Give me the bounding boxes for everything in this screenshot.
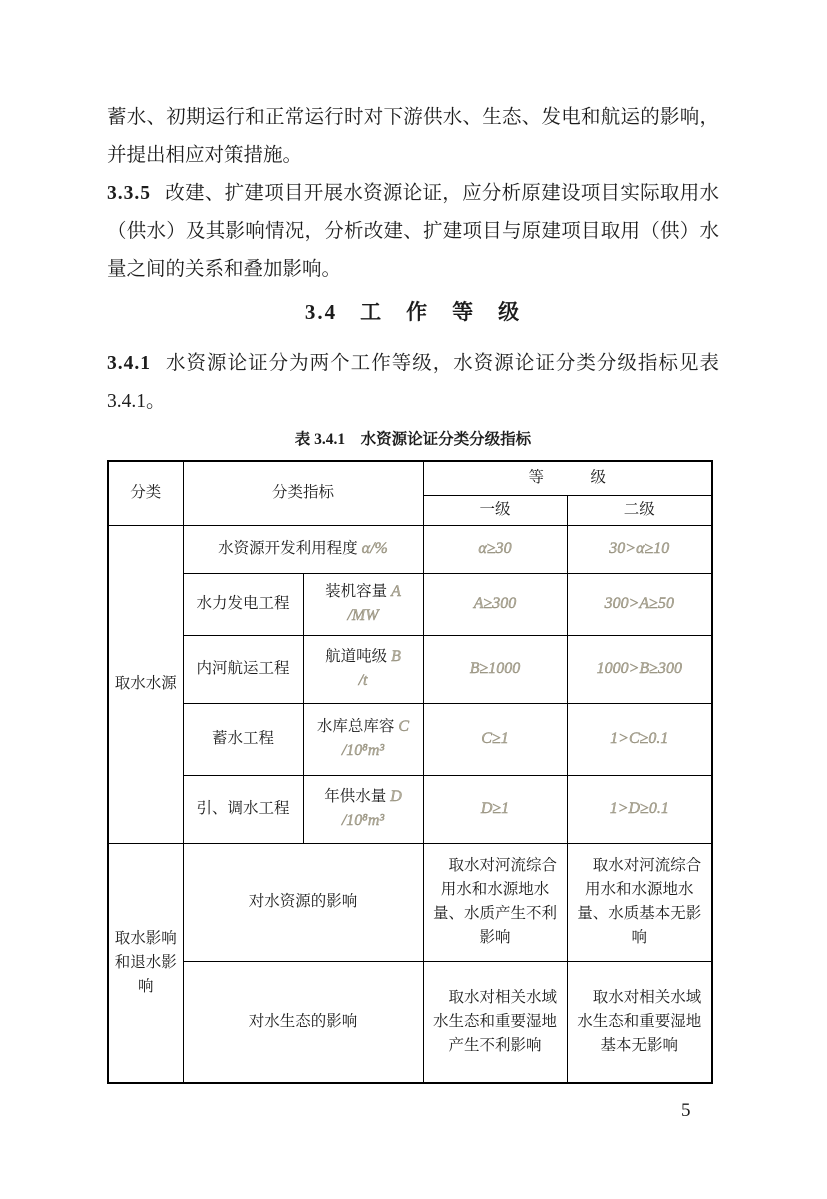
indicator-label: 对水生态的影响 (183, 961, 423, 1083)
grade1-description: 取水对河流综合用水和水源地水量、水质产生不利影响 (423, 843, 567, 961)
grade2-value: 1>D≥0.1 (567, 775, 712, 843)
indicator-cell (183, 525, 423, 573)
grade2-value: 300>A≥50 (567, 573, 712, 635)
table-row (108, 961, 712, 1083)
header-grade: 等 级 (423, 461, 712, 495)
indicator-sublabel: 装机容量 (325, 583, 388, 600)
indicator-variable: B (391, 648, 401, 665)
indicator-label: 水资源开发利用程度 (218, 540, 358, 557)
indicator-sublabel: 航道吨级 (325, 648, 388, 665)
page-number: 5 (681, 1100, 691, 1121)
grade1-value: D≥1 (423, 775, 567, 843)
indicator-variable: α/% (361, 540, 388, 557)
table-row (108, 843, 712, 961)
indicator-cell (303, 775, 423, 843)
grade2-value: 30>α≥10 (567, 525, 712, 573)
section-text: 水资源论证分为两个工作等级，水资源论证分类分级指标见表 3.4.1。 (107, 353, 719, 412)
section-text: 改建、扩建项目开展水资源论证，应分析原建设项目实际取用水（供水）及其影响情况，分析改建、扩建项目与原建项目取用（供）水量之间的关系和叠加影响。 (107, 183, 719, 280)
indicator-unit: /MW (347, 607, 379, 624)
table-row (108, 635, 712, 703)
indicator-sublabel: 年供水量 (324, 788, 387, 805)
table-row (108, 525, 712, 573)
indicator-sublabel: 水库总库容 (316, 718, 395, 735)
header-grade-2: 二级 (567, 495, 712, 525)
paragraph-continuation: 蓄水、初期运行和正常运行时对下游供水、生态、发电和航运的影响，并提出相应对策措施。 (107, 107, 719, 166)
indicator-label: 内河航运工程 (183, 635, 303, 703)
grade1-value: α≥30 (423, 525, 567, 573)
table-row (108, 573, 712, 635)
group-intake-impact: 取水影响和退水影响 (108, 843, 183, 1083)
indicator-variable: A (391, 583, 401, 600)
grade2-value: 1>C≥0.1 (567, 703, 712, 775)
grade2-description: 取水对相关水域水生态和重要湿地基本无影响 (567, 961, 712, 1083)
indicator-unit: /10⁸m³ (341, 742, 385, 759)
table-caption: 表 3.4.1 水资源论证分类分级指标 (294, 431, 532, 448)
grade2-description: 取水对河流综合用水和水源地水量、水质基本无影响 (567, 843, 712, 961)
grade1-value: C≥1 (423, 703, 567, 775)
indicator-unit: /10⁸m³ (341, 812, 385, 829)
table-row (108, 703, 712, 775)
indicator-unit: /t (358, 672, 368, 689)
indicator-cell (303, 703, 423, 775)
group-water-source: 取水水源 (108, 525, 183, 843)
section-number: 3.4.1 (107, 353, 151, 374)
table-row (108, 775, 712, 843)
section-number: 3.3.5 (107, 183, 151, 204)
indicator-label: 蓄水工程 (183, 703, 303, 775)
page-content (107, 99, 719, 1084)
indicator-cell (303, 635, 423, 703)
header-grade-1: 一级 (423, 495, 567, 525)
grade1-value: B≥1000 (423, 635, 567, 703)
indicator-label: 引、调水工程 (183, 775, 303, 843)
header-category: 分类 (108, 461, 183, 525)
grade1-description: 取水对相关水域水生态和重要湿地产生不利影响 (423, 961, 567, 1083)
indicator-cell (303, 573, 423, 635)
indicator-variable: C (398, 718, 410, 735)
grade-classification-table (107, 460, 713, 1084)
section-3-3-5 (107, 175, 719, 289)
section-heading-3-4: 3.4 工 作 等 级 (304, 300, 522, 324)
section-3-4-1 (107, 345, 719, 421)
grade2-value: 1000>B≥300 (567, 635, 712, 703)
indicator-label: 水力发电工程 (183, 573, 303, 635)
grade1-value: A≥300 (423, 573, 567, 635)
header-indicator: 分类指标 (183, 461, 423, 525)
indicator-label: 对水资源的影响 (183, 843, 423, 961)
indicator-variable: D (390, 788, 402, 805)
